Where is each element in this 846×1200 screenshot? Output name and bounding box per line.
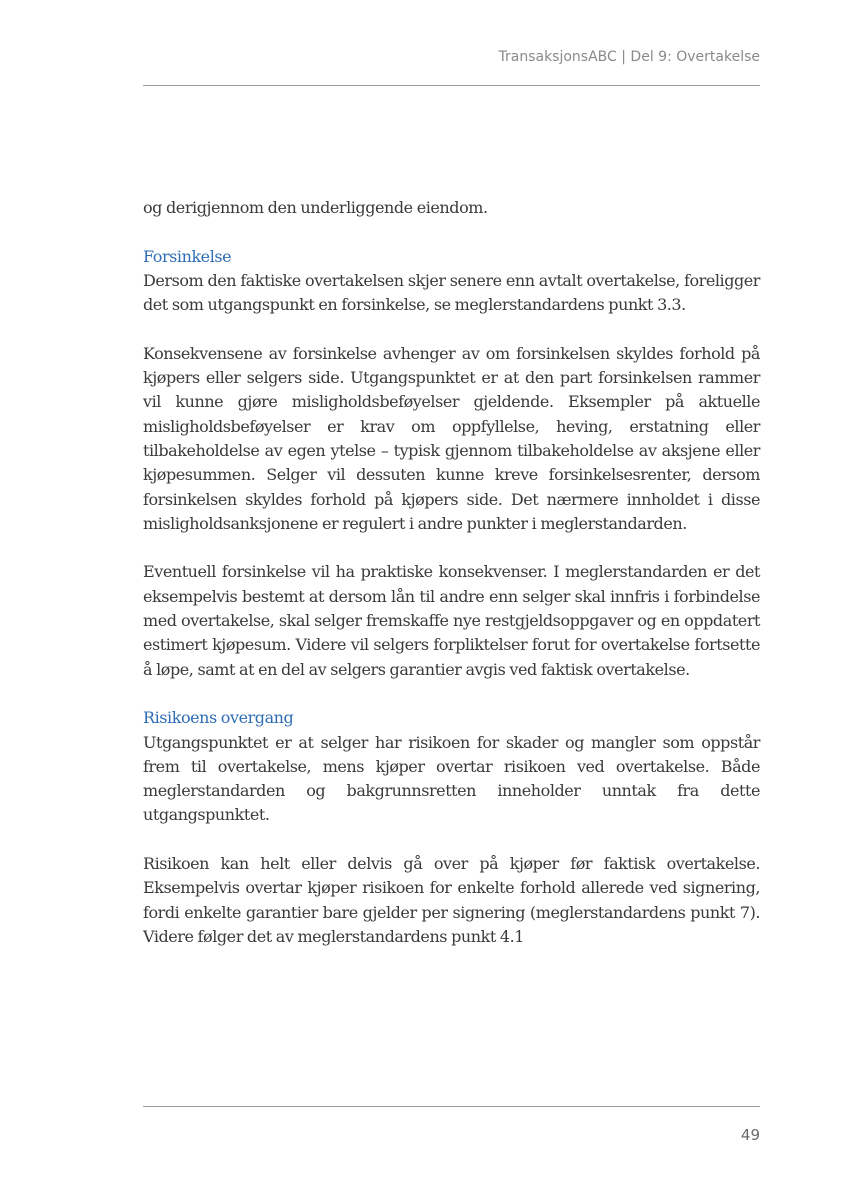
paragraph: Konsekvensene av forsinkelse avhenger av om forsinkelsen skyldes forhold på kjøpers eller selgers side. Utgangspunktet er at den part forsinkelsen rammer vil kunne gjøre misligholdsbeføyelser gjeldende. Eksempler på aktuelle misligholdsbeføyelser er krav om oppfyllelse, heving, erstatning eller tilbakeholdelse av egen ytelse – typisk gjennom tilbakeholdelse av aksjene eller kjøpesummen. Selger vil dessuten kunne kreve forsinkelsesrenter, dersom forsinkelsen skyldes forhold på kjøpers side. Det nærmere innholdet i disse misligholdsanksjonene er regulert i andre punkter i meglerstandarden. xyxy=(143,343,760,533)
section-heading-forsinkelse: Forsinkelse xyxy=(143,246,232,266)
header-rule xyxy=(143,85,760,86)
footer-rule xyxy=(143,1106,760,1107)
paragraph: Risikoen kan helt eller delvis gå over på kjøper før faktisk overtakelse. Eksempelvis overtar kjøper risikoen for enkelte forhold allerede ved signering, fordi enkelte garantier bare gjelder per signering (meglerstandardens punkt 7). Videre følger det av meglerstandardens punkt 4.1 xyxy=(143,854,760,946)
intro-paragraph: og derigjennom den underliggende eiendom. xyxy=(143,198,488,217)
paragraph: Dersom den faktiske overtakelsen skjer senere enn avtalt overtakelse, foreligger det som utgangspunkt en forsinkelse, se meglerstandardens punkt 3.3. xyxy=(143,270,760,315)
paragraph: Eventuell forsinkelse vil ha praktiske konsekvenser. I meglerstandarden er det eksempelvis bestemt at dersom lån til andre enn selger skal innfris i forbindelse med overtakelse, skal selger fremskaffe nye restgjeldsoppgaver og en oppdatert estimert kjøpesum. Videre vil selgers forpliktelser forut for overtakelse fortsette å løpe, samt at en del av selgers garantier avgis ved faktisk overtakelse. xyxy=(143,562,760,679)
running-header: TransaksjonsABC | Del 9: Overtakelse xyxy=(498,49,760,65)
body-text xyxy=(143,196,760,949)
page-number: 49 xyxy=(740,1126,760,1144)
section-heading-risikoens-overgang: Risikoens overgang xyxy=(143,708,294,728)
paragraph: Utgangspunktet er at selger har risikoen for skader og mangler som oppstår frem til overtakelse, mens kjøper overtar risikoen ved overtakelse. Både meglerstandarden og bakgrunnsretten inneholder unntak fra dette utgangspunktet. xyxy=(143,732,760,825)
